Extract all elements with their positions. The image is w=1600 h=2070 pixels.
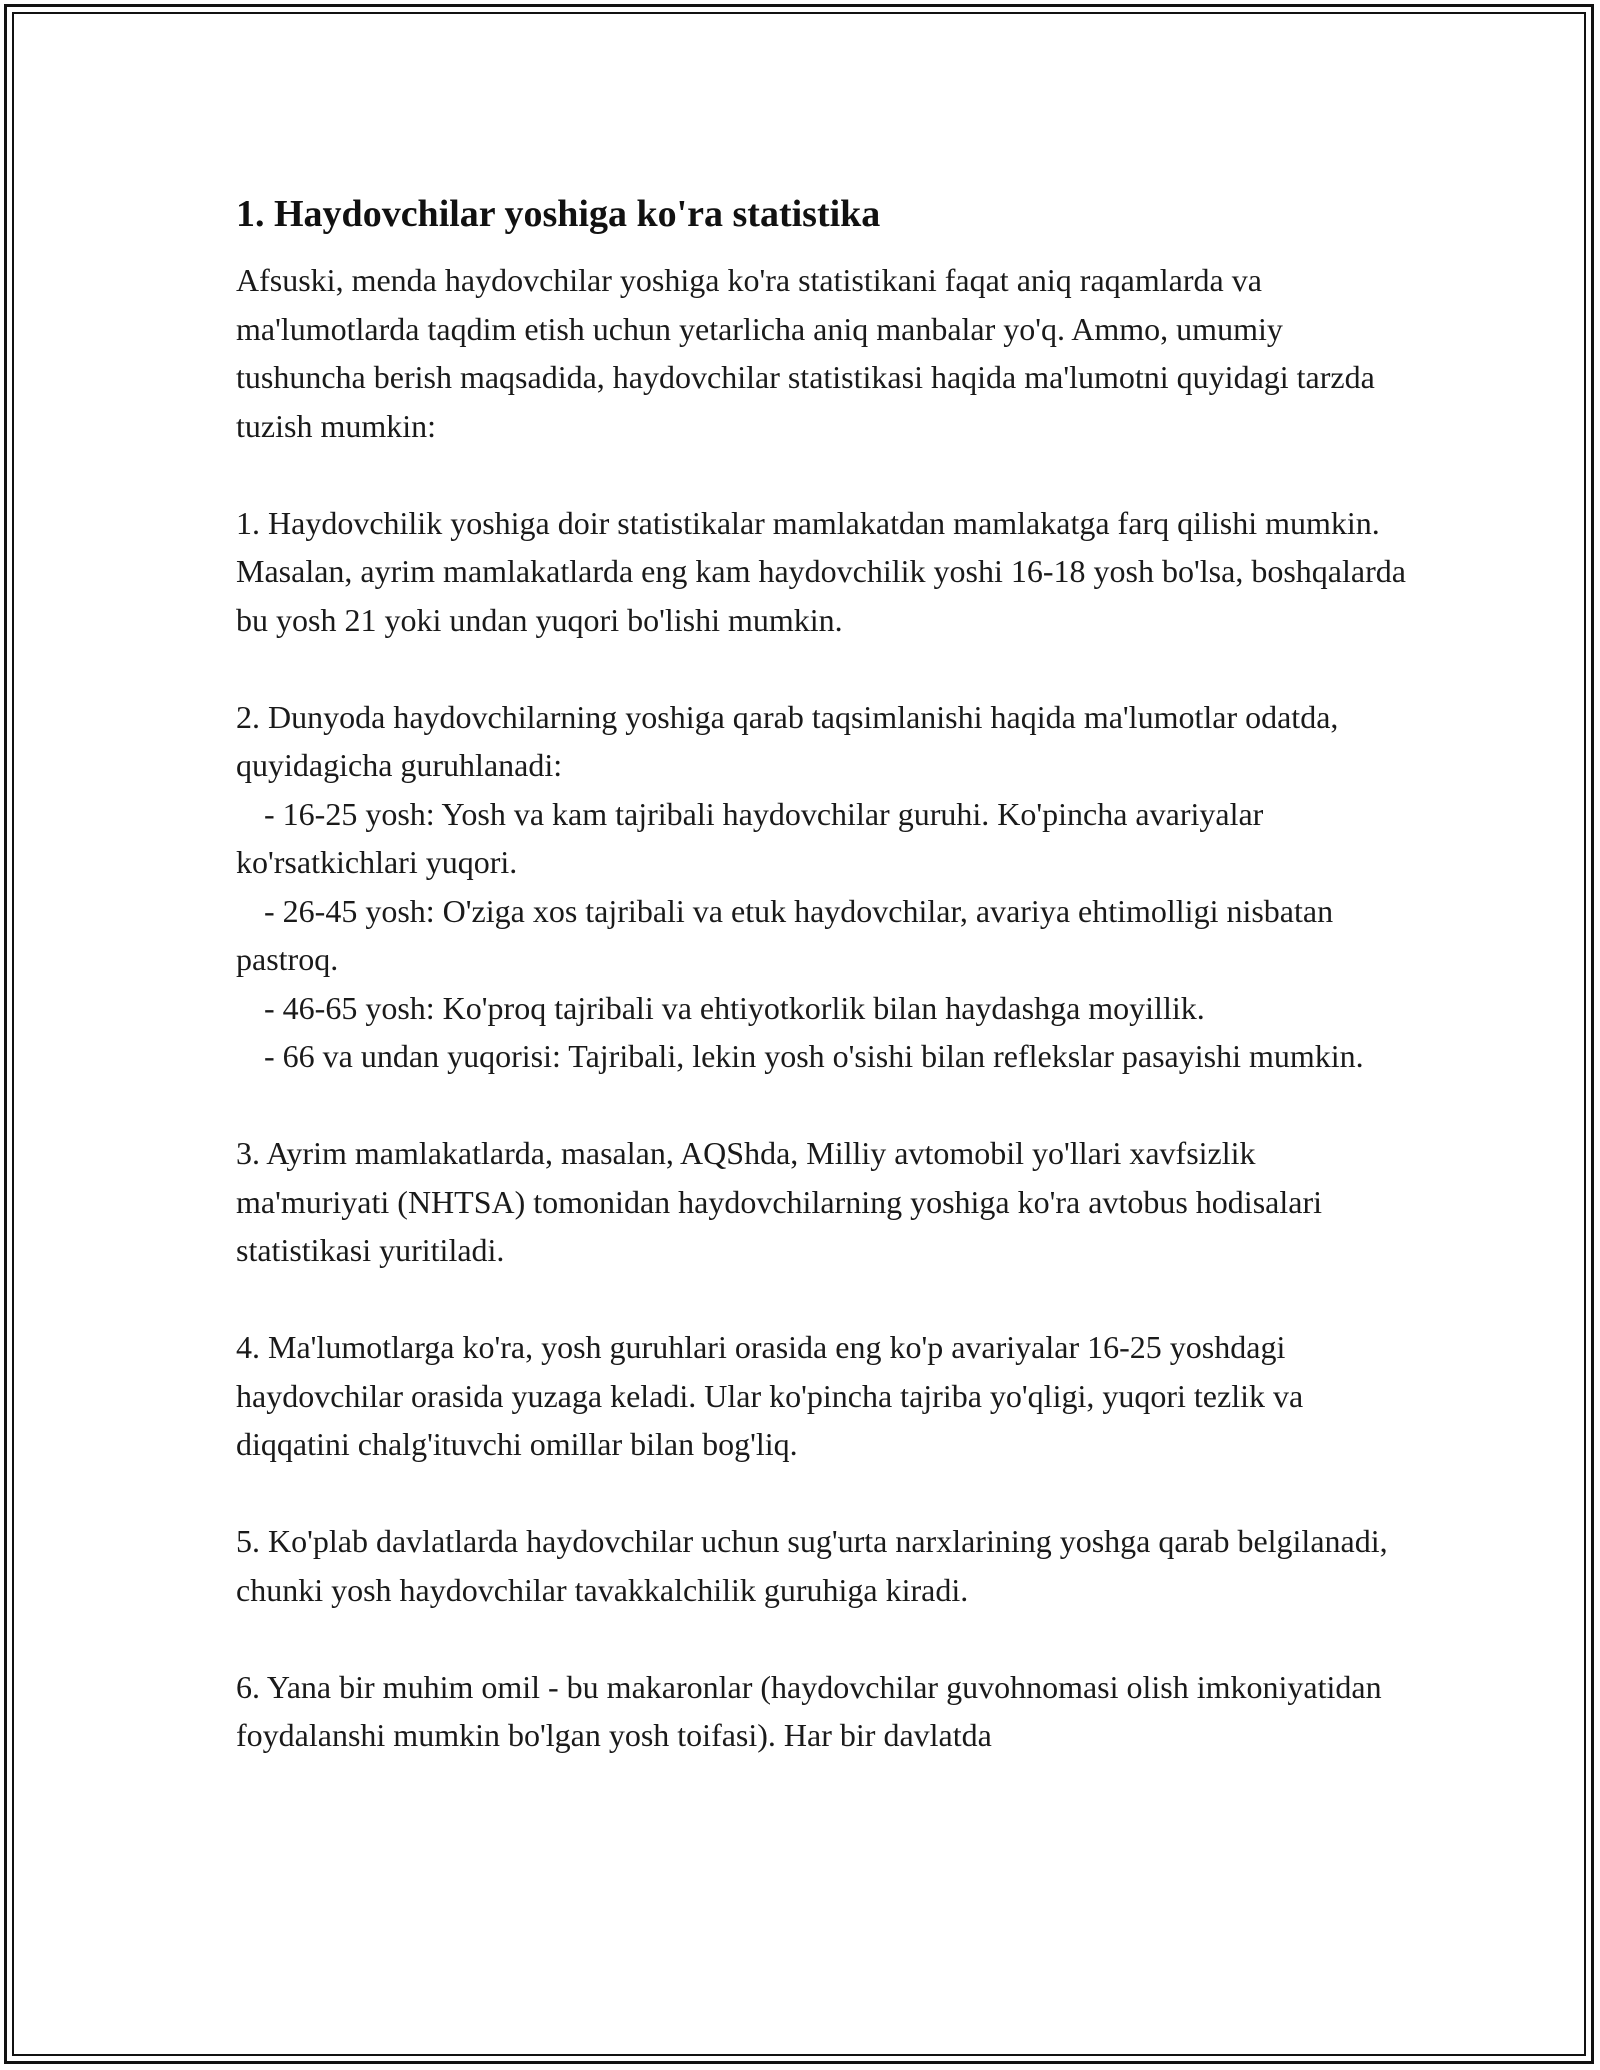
- document-body: [236, 186, 1406, 1808]
- age-group-16-25: - 16-25 yosh: Yosh va kam tajribali haydovchilar guruhi. Ko'pincha avariyalar ko'rsatkichlari yuqori.: [236, 795, 1264, 880]
- age-group-46-65: - 46-65 yosh: Ko'proq tajribali va ehtiyotkorlik bilan haydashga moyillik.: [264, 989, 1205, 1026]
- age-group-26-45: - 26-45 yosh: O'ziga xos tajribali va etuk haydovchilar, avariya ehtimolligi nisbatan pastroq.: [236, 892, 1334, 977]
- item-2-block: [236, 693, 1406, 1081]
- item-4-paragraph: 4. Ma'lumotlarga ko'ra, yosh guruhlari orasida eng ko'p avariyalar 16-25 yoshdagi haydovchilar orasida yuzaga keladi. Ular ko'pincha tajriba yo'qligi, yuqori tezlik va diqqatini chalg'ituvchi omillar bilan bog'liq.: [236, 1329, 1304, 1462]
- document-title: 1. Haydovchilar yoshiga ko'ra statistika: [236, 193, 881, 235]
- intro-paragraph: Afsuski, menda haydovchilar yoshiga ko'ra statistikani faqat aniq raqamlarda va ma'lumotlarda taqdim etish uchun yetarlicha aniq manbalar yo'q. Ammo, umumiy tushuncha berish maqsadida, haydovchilar statistikasi haqida ma'lumotni quyidagi tarzda tuzish mumkin:: [236, 262, 1375, 444]
- item-2-intro: 2. Dunyoda haydovchilarning yoshiga qarab taqsimlanishi haqida ma'lumotlar odatda, quyidagicha guruhlanadi:: [236, 698, 1339, 783]
- item-3-paragraph: 3. Ayrim mamlakatlarda, masalan, AQShda, Milliy avtomobil yo'llari xavfsizlik ma'muriyati (NHTSA) tomonidan haydovchilarning yoshiga ko'ra avtobus hodisalari statistikasi yuritiladi.: [236, 1135, 1322, 1268]
- item-6-paragraph: 6. Yana bir muhim omil - bu makaronlar (haydovchilar guvohnomasi olish imkoniyatidan foydalanshi mumkin bo'lgan yosh toifasi). Har bir davlatda: [236, 1668, 1382, 1753]
- item-1-paragraph: 1. Haydovchilik yoshiga doir statistikalar mamlakatdan mamlakatga farq qilishi mumkin. Masalan, ayrim mamlakatlarda eng kam haydovchilik yoshi 16-18 yosh bo'lsa, boshqalarda bu yosh 21 yoki undan yuqori bo'lishi mumkin.: [236, 504, 1406, 638]
- item-5-paragraph: 5. Ko'plab davlatlarda haydovchilar uchun sug'urta narxlarining yoshga qarab belgilanadi, chunki yosh haydovchilar tavakkalchilik guruhiga kiradi.: [236, 1523, 1388, 1608]
- age-group-66-plus: - 66 va undan yuqorisi: Tajribali, lekin yosh o'sishi bilan reflekslar pasayishi mumkin.: [264, 1038, 1364, 1074]
